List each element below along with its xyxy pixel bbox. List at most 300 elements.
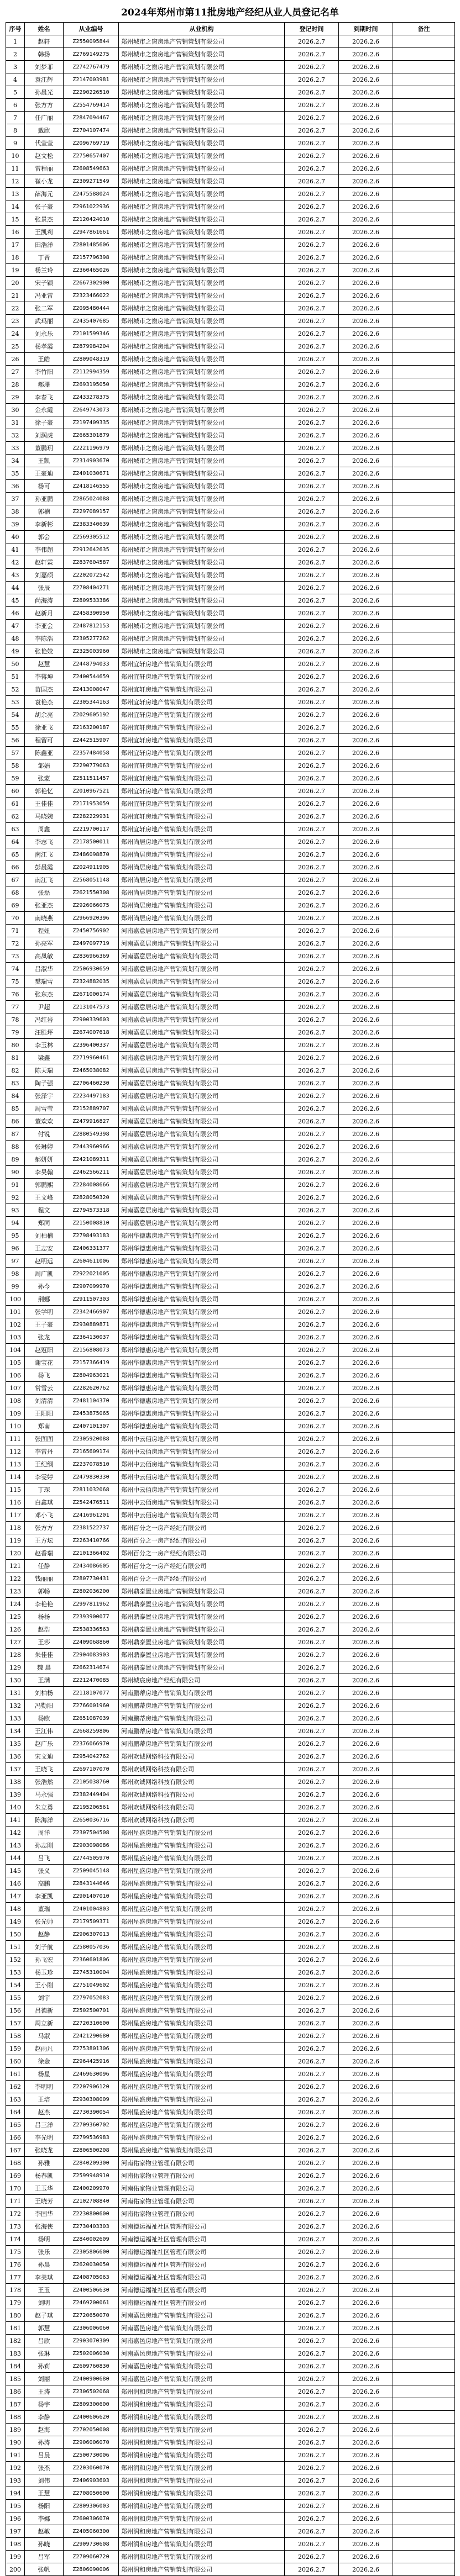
cell-practice-id: Z2306006060	[64, 2322, 119, 2335]
cell-index: 147	[6, 1890, 25, 1903]
cell-organization: 郑州润和房地产营销策划有限公司	[119, 2411, 285, 2424]
cell-organization: 郑州宜轩房地产营销策划有限公司	[119, 810, 285, 823]
cell-remarks	[393, 1801, 455, 1814]
cell-register-date: 2026.2.7	[285, 1280, 339, 1293]
cell-index: 88	[6, 1141, 25, 1153]
cell-index: 107	[6, 1382, 25, 1395]
cell-expiry-date: 2026.2.6	[339, 35, 393, 48]
cell-expiry-date: 2026.2.6	[339, 429, 393, 442]
cell-practice-id: Z2903098086	[64, 1839, 119, 1852]
cell-expiry-date: 2026.2.6	[339, 1738, 393, 1750]
cell-organization: 河南嘉邑房地产营销策划有限公司	[119, 2373, 285, 2385]
table-row	[6, 150, 455, 162]
cell-name: 梁鑫	[25, 1052, 64, 1064]
cell-organization: 郑州宜轩房地产营销策划有限公司	[119, 759, 285, 772]
cell-practice-id: Z2843144646	[64, 1877, 119, 1890]
table-row	[6, 1268, 455, 1280]
cell-register-date: 2026.2.7	[285, 2093, 339, 2106]
cell-name: 赵新月	[25, 607, 64, 620]
cell-name: 刘子航	[25, 1941, 64, 1954]
cell-name: 赵明远	[25, 1255, 64, 1268]
cell-practice-id: Z2393900077	[64, 1611, 119, 1623]
table-row	[6, 2246, 455, 2258]
cell-organization: 郑州城市之窗房地产营销策划有限公司	[119, 99, 285, 112]
cell-name: 陶子强	[25, 1077, 64, 1090]
cell-name: 王志安	[25, 1242, 64, 1255]
cell-remarks	[393, 1191, 455, 1204]
cell-expiry-date: 2026.2.6	[339, 556, 393, 569]
cell-expiry-date: 2026.2.6	[339, 1433, 393, 1445]
registration-table	[6, 22, 455, 2576]
cell-index: 194	[6, 2487, 25, 2500]
cell-register-date: 2026.2.7	[285, 1611, 339, 1623]
cell-remarks	[393, 925, 455, 937]
table-row	[6, 1153, 455, 1166]
cell-expiry-date: 2026.2.6	[339, 1788, 393, 1801]
cell-expiry-date: 2026.2.6	[339, 1344, 393, 1356]
cell-register-date: 2026.2.7	[285, 1318, 339, 1331]
cell-remarks	[393, 1077, 455, 1090]
cell-register-date: 2026.2.7	[285, 1255, 339, 1268]
table-row	[6, 1954, 455, 1966]
table-row	[6, 1496, 455, 1509]
cell-register-date: 2026.2.7	[285, 1865, 339, 1877]
cell-remarks	[393, 1306, 455, 1318]
cell-remarks	[393, 950, 455, 963]
cell-organization: 河南德运福祉社区管理有限公司	[119, 2284, 285, 2297]
cell-register-date: 2026.2.7	[285, 1102, 339, 1115]
cell-register-date: 2026.2.7	[285, 2411, 339, 2424]
table-row	[6, 467, 455, 480]
cell-name: 马淑	[25, 2030, 64, 2042]
cell-index: 121	[6, 1560, 25, 1572]
cell-expiry-date: 2026.2.6	[339, 137, 393, 150]
cell-name: 杨星	[25, 2068, 64, 2081]
cell-name: 荆娜	[25, 1293, 64, 1306]
cell-register-date: 2026.2.7	[285, 1725, 339, 1738]
cell-register-date: 2026.2.7	[285, 1128, 339, 1141]
cell-expiry-date: 2026.2.6	[339, 632, 393, 645]
cell-remarks	[393, 366, 455, 378]
cell-register-date: 2026.2.7	[285, 1026, 339, 1039]
cell-remarks	[393, 734, 455, 747]
cell-practice-id: Z2305806600	[64, 2246, 119, 2258]
cell-expiry-date: 2026.2.6	[339, 1992, 393, 2004]
cell-practice-id: Z2720650070	[64, 2309, 119, 2322]
table-row	[6, 658, 455, 671]
cell-register-date: 2026.2.7	[285, 531, 339, 543]
cell-register-date: 2026.2.7	[285, 1801, 339, 1814]
table-row	[6, 671, 455, 683]
cell-register-date: 2026.2.7	[285, 175, 339, 188]
cell-name: 郭会	[25, 531, 64, 543]
table-body	[6, 35, 455, 2576]
cell-expiry-date: 2026.2.6	[339, 150, 393, 162]
cell-register-date: 2026.2.7	[285, 1890, 339, 1903]
cell-remarks	[393, 162, 455, 175]
cell-expiry-date: 2026.2.6	[339, 1827, 393, 1839]
table-row	[6, 747, 455, 759]
cell-organization: 郑州华德惠房地产营销策划有限公司	[119, 1395, 285, 1407]
cell-organization: 郑州城市之窗房地产营销策划有限公司	[119, 645, 285, 658]
cell-expiry-date: 2026.2.6	[339, 493, 393, 505]
cell-index: 167	[6, 2144, 25, 2157]
cell-name: 刘梦菲	[25, 61, 64, 73]
cell-practice-id: Z2469630096	[64, 2068, 119, 2081]
cell-name: 薛海元	[25, 188, 64, 200]
cell-practice-id: Z2730403303	[64, 2220, 119, 2233]
table-row	[6, 2169, 455, 2182]
cell-name: 吕军	[25, 2551, 64, 2563]
table-row	[6, 2309, 455, 2322]
cell-expiry-date: 2026.2.6	[339, 607, 393, 620]
cell-remarks	[393, 2411, 455, 2424]
cell-expiry-date: 2026.2.6	[339, 1153, 393, 1166]
table-row	[6, 1611, 455, 1623]
cell-register-date: 2026.2.7	[285, 2424, 339, 2436]
cell-expiry-date: 2026.2.6	[339, 1471, 393, 1484]
table-row	[6, 1585, 455, 1598]
cell-name: 王方坛	[25, 1534, 64, 1547]
cell-practice-id: Z2360601806	[64, 1954, 119, 1966]
cell-register-date: 2026.2.7	[285, 1928, 339, 1941]
cell-index: 53	[6, 696, 25, 709]
table-row	[6, 1890, 455, 1903]
cell-remarks	[393, 302, 455, 315]
cell-organization: 郑州城市之窗房地产营销策划有限公司	[119, 112, 285, 124]
cell-index: 105	[6, 1356, 25, 1369]
cell-expiry-date: 2026.2.6	[339, 2030, 393, 2042]
table-row	[6, 1077, 455, 1090]
cell-name: 张学明	[25, 1306, 64, 1318]
cell-organization: 郑州鼎泰置业房地产营销策划有限公司	[119, 1623, 285, 1636]
cell-practice-id: Z2806500208	[64, 2144, 119, 2157]
table-row	[6, 1242, 455, 1255]
cell-name: 南晓燕	[25, 912, 64, 925]
cell-expiry-date: 2026.2.6	[339, 353, 393, 366]
cell-register-date: 2026.2.7	[285, 1572, 339, 1585]
cell-practice-id: Z2997811962	[64, 1598, 119, 1611]
cell-practice-id: Z2906307013	[64, 1928, 119, 1941]
cell-expiry-date: 2026.2.6	[339, 1954, 393, 1966]
table-row	[6, 1725, 455, 1738]
cell-organization: 郑州城市之窗房地产营销策划有限公司	[119, 48, 285, 61]
table-row	[6, 810, 455, 823]
cell-organization: 郑州华德惠房地产营销策划有限公司	[119, 1293, 285, 1306]
cell-index: 63	[6, 823, 25, 836]
cell-name: 冯红岩	[25, 1013, 64, 1026]
cell-expiry-date: 2026.2.6	[339, 899, 393, 912]
cell-register-date: 2026.2.7	[285, 1369, 339, 1382]
table-row	[6, 1636, 455, 1649]
cell-expiry-date: 2026.2.6	[339, 2525, 393, 2538]
cell-organization: 郑州城市之窗房地产营销策划有限公司	[119, 518, 285, 531]
cell-remarks	[393, 2093, 455, 2106]
cell-name: 李玉林	[25, 1039, 64, 1052]
cell-practice-id: Z2693195050	[64, 378, 119, 391]
cell-name: 李雯婷	[25, 1471, 64, 1484]
cell-name: 冯亚雷	[25, 289, 64, 302]
cell-remarks	[393, 2474, 455, 2487]
cell-remarks	[393, 2360, 455, 2373]
cell-organization: 河南嘉意居房地产营销策划有限公司	[119, 1204, 285, 1217]
cell-index: 182	[6, 2335, 25, 2347]
cell-expiry-date: 2026.2.6	[339, 2385, 393, 2398]
cell-name: 张景杰	[25, 213, 64, 226]
cell-index: 200	[6, 2563, 25, 2576]
cell-name: 李陈浩	[25, 632, 64, 645]
cell-remarks	[393, 1026, 455, 1039]
cell-expiry-date: 2026.2.6	[339, 1242, 393, 1255]
table-row	[6, 2525, 455, 2538]
cell-index: 2	[6, 48, 25, 61]
cell-expiry-date: 2026.2.6	[339, 2360, 393, 2373]
table-row	[6, 1509, 455, 1522]
cell-register-date: 2026.2.7	[285, 328, 339, 340]
cell-expiry-date: 2026.2.6	[339, 289, 393, 302]
cell-name: 王子豪	[25, 1318, 64, 1331]
table-row	[6, 251, 455, 264]
cell-name: 刘清清	[25, 1395, 64, 1407]
cell-expiry-date: 2026.2.6	[339, 1064, 393, 1077]
cell-register-date: 2026.2.7	[285, 2055, 339, 2068]
cell-remarks	[393, 1242, 455, 1255]
cell-expiry-date: 2026.2.6	[339, 696, 393, 709]
cell-index: 15	[6, 213, 25, 226]
cell-expiry-date: 2026.2.6	[339, 264, 393, 277]
cell-remarks	[393, 582, 455, 594]
cell-practice-id: Z2651087039	[64, 1712, 119, 1725]
cell-expiry-date: 2026.2.6	[339, 1255, 393, 1268]
cell-index: 57	[6, 747, 25, 759]
cell-organization: 郑州中云佰房地产营销策划有限公司	[119, 1445, 285, 1458]
cell-name: 吕德新	[25, 2004, 64, 2017]
cell-organization: 郑州星盛房地产营销策划有限公司	[119, 2093, 285, 2106]
header-expiry-date: 到期时间	[339, 23, 393, 35]
cell-practice-id: Z2600306070	[64, 2512, 119, 2525]
cell-register-date: 2026.2.7	[285, 366, 339, 378]
cell-expiry-date: 2026.2.6	[339, 772, 393, 785]
cell-name: 郭艳忆	[25, 785, 64, 798]
cell-index: 130	[6, 1674, 25, 1687]
cell-name: 张方方	[25, 1522, 64, 1534]
table-row	[6, 239, 455, 251]
cell-remarks	[393, 2309, 455, 2322]
cell-expiry-date: 2026.2.6	[339, 416, 393, 429]
cell-register-date: 2026.2.7	[285, 1229, 339, 1242]
table-row	[6, 696, 455, 709]
cell-register-date: 2026.2.7	[285, 1293, 339, 1306]
table-row	[6, 937, 455, 950]
cell-index: 16	[6, 226, 25, 239]
cell-name: 李新彬	[25, 518, 64, 531]
cell-practice-id: Z2400606620	[64, 2411, 119, 2424]
cell-expiry-date: 2026.2.6	[339, 2208, 393, 2220]
table-row	[6, 2119, 455, 2131]
cell-index: 69	[6, 899, 25, 912]
cell-expiry-date: 2026.2.6	[339, 1649, 393, 1661]
cell-expiry-date: 2026.2.6	[339, 1560, 393, 1572]
cell-name: 刘宇	[25, 1992, 64, 2004]
cell-register-date: 2026.2.7	[285, 1814, 339, 1827]
cell-index: 155	[6, 1992, 25, 2004]
cell-remarks	[393, 658, 455, 671]
cell-name: 雷程丽	[25, 162, 64, 175]
cell-practice-id: Z2230800600	[64, 2208, 119, 2220]
cell-remarks	[393, 1102, 455, 1115]
cell-expiry-date: 2026.2.6	[339, 73, 393, 86]
cell-expiry-date: 2026.2.6	[339, 2169, 393, 2182]
cell-expiry-date: 2026.2.6	[339, 1013, 393, 1026]
cell-expiry-date: 2026.2.6	[339, 531, 393, 543]
table-row	[6, 99, 455, 112]
cell-expiry-date: 2026.2.6	[339, 2436, 393, 2449]
cell-index: 7	[6, 112, 25, 124]
cell-expiry-date: 2026.2.6	[339, 124, 393, 137]
cell-expiry-date: 2026.2.6	[339, 645, 393, 658]
cell-register-date: 2026.2.7	[285, 2449, 339, 2462]
cell-register-date: 2026.2.7	[285, 2551, 339, 2563]
cell-index: 91	[6, 1179, 25, 1191]
cell-organization: 郑州城市之窗房地产营销策划有限公司	[119, 632, 285, 645]
cell-index: 3	[6, 61, 25, 73]
cell-register-date: 2026.2.7	[285, 2246, 339, 2258]
cell-organization: 郑州鼎泰置业房地产营销策划有限公司	[119, 1585, 285, 1598]
cell-name: 王豪迪	[25, 467, 64, 480]
cell-register-date: 2026.2.7	[285, 1179, 339, 1191]
table-row	[6, 1738, 455, 1750]
cell-expiry-date: 2026.2.6	[339, 1852, 393, 1865]
cell-organization: 郑州鼎泰置业房地产营销策划有限公司	[119, 1649, 285, 1661]
table-row	[6, 2081, 455, 2093]
cell-name: 李春飞	[25, 391, 64, 404]
cell-practice-id: Z2667302900	[64, 277, 119, 289]
cell-remarks	[393, 137, 455, 150]
cell-index: 122	[6, 1572, 25, 1585]
cell-name: 杨孝霞	[25, 340, 64, 353]
cell-remarks	[393, 353, 455, 366]
cell-expiry-date: 2026.2.6	[339, 1915, 393, 1928]
cell-name: 武玛丽	[25, 315, 64, 328]
cell-register-date: 2026.2.7	[285, 1153, 339, 1166]
cell-practice-id: Z2847094467	[64, 112, 119, 124]
cell-expiry-date: 2026.2.6	[339, 1204, 393, 1217]
cell-organization: 郑州中云佰房地产营销策划有限公司	[119, 1433, 285, 1445]
cell-register-date: 2026.2.7	[285, 1827, 339, 1839]
cell-index: 133	[6, 1712, 25, 1725]
cell-organization: 郑州城市之窗房地产营销策划有限公司	[119, 531, 285, 543]
cell-name: 孙雅	[25, 2157, 64, 2169]
cell-practice-id: Z2730390054	[64, 2106, 119, 2119]
cell-expiry-date: 2026.2.6	[339, 2246, 393, 2258]
cell-name: 赵敏	[25, 2525, 64, 2538]
cell-remarks	[393, 1369, 455, 1382]
cell-index: 49	[6, 645, 25, 658]
cell-expiry-date: 2026.2.6	[339, 340, 393, 353]
cell-name: 孙涛	[25, 2436, 64, 2449]
cell-practice-id: Z2475588024	[64, 188, 119, 200]
cell-index: 120	[6, 1547, 25, 1560]
cell-expiry-date: 2026.2.6	[339, 2309, 393, 2322]
cell-index: 78	[6, 1013, 25, 1026]
cell-expiry-date: 2026.2.6	[339, 378, 393, 391]
cell-remarks	[393, 1255, 455, 1268]
cell-register-date: 2026.2.7	[285, 162, 339, 175]
cell-remarks	[393, 1179, 455, 1191]
cell-organization: 郑州尚居房地产营销策划有限公司	[119, 848, 285, 861]
cell-practice-id: Z2797052083	[64, 1992, 119, 2004]
cell-expiry-date: 2026.2.6	[339, 1382, 393, 1395]
cell-expiry-date: 2026.2.6	[339, 1077, 393, 1090]
table-row	[6, 2512, 455, 2525]
cell-expiry-date: 2026.2.6	[339, 1026, 393, 1039]
cell-name: 尹超	[25, 1001, 64, 1013]
cell-index: 89	[6, 1153, 25, 1166]
table-row	[6, 2131, 455, 2144]
cell-index: 40	[6, 531, 25, 543]
cell-organization: 河南嘉意居房地产营销策划有限公司	[119, 1102, 285, 1115]
cell-index: 30	[6, 404, 25, 416]
cell-practice-id: Z2396400337	[64, 1039, 119, 1052]
cell-index: 129	[6, 1661, 25, 1674]
cell-practice-id: Z2706460230	[64, 1077, 119, 1090]
table-row	[6, 1712, 455, 1725]
table-row	[6, 35, 455, 48]
cell-register-date: 2026.2.7	[285, 1598, 339, 1611]
cell-practice-id: Z2306502068	[64, 2385, 119, 2398]
cell-practice-id: Z2697107070	[64, 1763, 119, 1776]
cell-organization: 河南德运福祉社区管理有限公司	[119, 2233, 285, 2246]
cell-expiry-date: 2026.2.6	[339, 2042, 393, 2055]
table-row	[6, 582, 455, 594]
cell-index: 10	[6, 150, 25, 162]
cell-name: 王阳阳	[25, 1407, 64, 1420]
cell-name: 崔小龙	[25, 175, 64, 188]
table-row	[6, 721, 455, 734]
cell-practice-id: Z2102708840	[64, 2195, 119, 2208]
table-row	[6, 2144, 455, 2157]
cell-register-date: 2026.2.7	[285, 772, 339, 785]
cell-organization: 河南德运福祉社区管理有限公司	[119, 2271, 285, 2284]
cell-index: 73	[6, 950, 25, 963]
cell-register-date: 2026.2.7	[285, 1992, 339, 2004]
cell-expiry-date: 2026.2.6	[339, 1090, 393, 1102]
cell-expiry-date: 2026.2.6	[339, 1636, 393, 1649]
cell-expiry-date: 2026.2.6	[339, 734, 393, 747]
cell-practice-id: Z2453875065	[64, 1407, 119, 1420]
cell-register-date: 2026.2.7	[285, 1509, 339, 1522]
cell-organization: 河南嘉意居房地产营销策划有限公司	[119, 1052, 285, 1064]
cell-expiry-date: 2026.2.6	[339, 1395, 393, 1407]
cell-practice-id: Z2742767479	[64, 61, 119, 73]
cell-index: 156	[6, 2004, 25, 2017]
cell-organization: 郑州宜轩房地产营销策划有限公司	[119, 658, 285, 671]
cell-practice-id: Z2709060720	[64, 2551, 119, 2563]
cell-index: 188	[6, 2411, 25, 2424]
cell-index: 31	[6, 416, 25, 429]
cell-remarks	[393, 505, 455, 518]
cell-practice-id: Z2406903603	[64, 2474, 119, 2487]
cell-organization: 郑州华德惠房地产营销策划有限公司	[119, 1268, 285, 1280]
cell-index: 184	[6, 2360, 25, 2373]
cell-name: 周鑫	[25, 823, 64, 836]
cell-expiry-date: 2026.2.6	[339, 505, 393, 518]
cell-index: 118	[6, 1522, 25, 1534]
cell-index: 58	[6, 759, 25, 772]
cell-practice-id: Z2801485606	[64, 239, 119, 251]
table-row	[6, 2271, 455, 2284]
cell-practice-id: Z2112994359	[64, 366, 119, 378]
